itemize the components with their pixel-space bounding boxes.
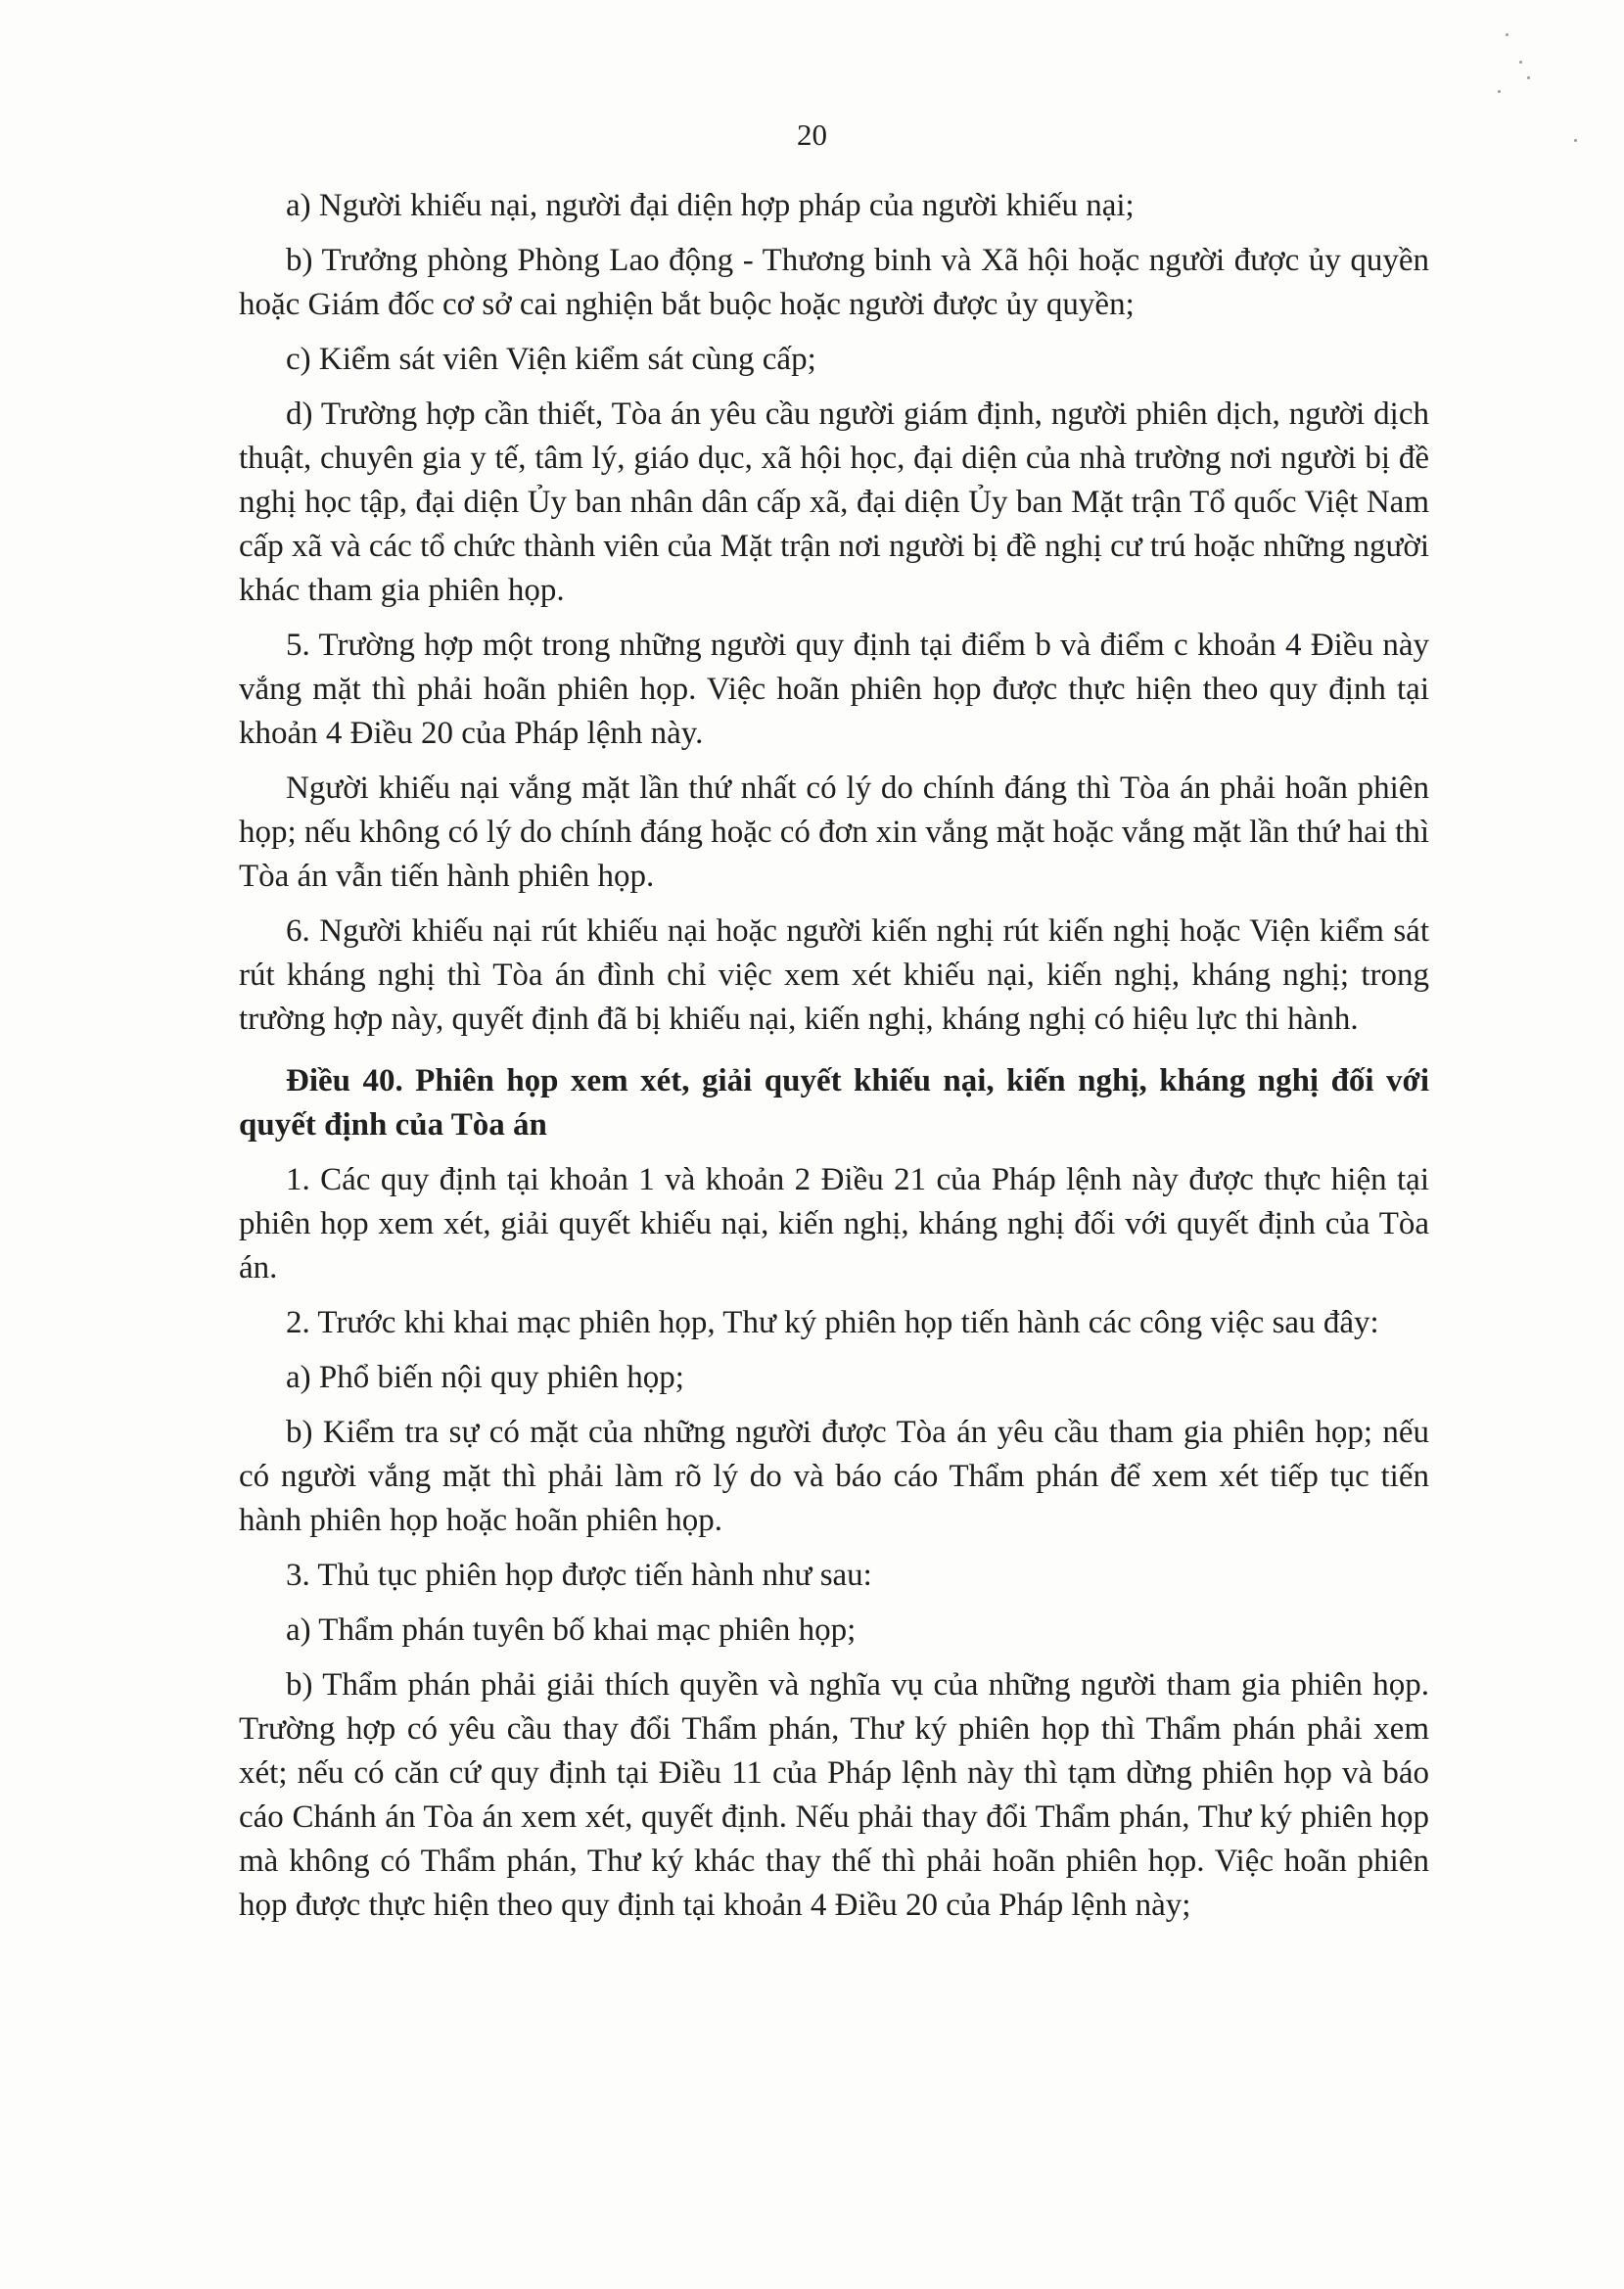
paragraph-clause-3-item-a: a) Thẩm phán tuyên bố khai mạc phiên họp; — [286, 1612, 857, 1648]
paragraph-item-d-other-participants: d) Trường hợp cần thiết, Tòa án yêu cầu người giám định, người phiên dịch, người dịch thuật, chuyên gia y tế, tâm lý, giáo dục, xã hội học, đại diện của nhà trường nơi người bị đề nghị học tập, đại diện Ủy ban nhân dân cấp xã, đại diện Ủy ban Mặt trận Tổ quốc Việt Nam cấp xã và các tổ chức thành viên của Mặt trận nơi người bị đề nghị cư trú hoặc những người khác tham gia phiên họp. — [239, 397, 1429, 608]
page-number: 20 — [797, 117, 827, 152]
paragraph-item-b-department-head: b) Trưởng phòng Phòng Lao động - Thương binh và Xã hội hoặc người được ủy quyền hoặc Giám đốc cơ sở cai nghiện bắt buộc hoặc người được ủy quyền; — [239, 243, 1429, 322]
paragraph-clause-5-absence: Người khiếu nại vắng mặt lần thứ nhất có lý do chính đáng thì Tòa án phải hoãn phiên họp; nếu không có lý do chính đáng hoặc có đơn xin vắng mặt hoặc vắng mặt lần thứ hai thì Tòa án vẫn tiến hành phiên họp. — [239, 771, 1429, 894]
paragraph-item-c-procurator: c) Kiểm sát viên Viện kiểm sát cùng cấp; — [286, 342, 816, 377]
paragraph-item-a-complainant: a) Người khiếu nại, người đại diện hợp pháp của người khiếu nại; — [286, 188, 1135, 223]
scan-speck — [1519, 61, 1522, 64]
paragraph-clause-3-item-b: b) Thẩm phán phải giải thích quyền và nghĩa vụ của những người tham gia phiên họp. Trường hợp có yêu cầu thay đổi Thẩm phán, Thư ký phiên họp thì Thẩm phán phải xem xét; nếu có căn cứ quy định tại Điều 11 của Pháp lệnh này thì tạm dừng phiên họp và báo cáo Chánh án Tòa án xem xét, quyết định. Nếu phải thay đổi Thẩm phán, Thư ký phiên họp mà không có Thẩm phán, Thư ký khác thay thế thì phải hoãn phiên họp. Việc hoãn phiên họp được thực hiện theo quy định tại khoản 4 Điều 20 của Pháp lệnh này; — [239, 1667, 1429, 1923]
scan-speck — [1498, 90, 1501, 93]
document-body — [239, 184, 1429, 1928]
paragraph-article-40-clause-3: 3. Thủ tục phiên họp được tiến hành như sau: — [286, 1558, 872, 1593]
paragraph-clause-5: 5. Trường hợp một trong những người quy định tại điểm b và điểm c khoản 4 Điều này vắng mặt thì phải hoãn phiên họp. Việc hoãn phiên họp được thực hiện theo quy định tại khoản 4 Điều 20 của Pháp lệnh này. — [239, 628, 1429, 751]
paragraph-clause-6: 6. Người khiếu nại rút khiếu nại hoặc người kiến nghị rút kiến nghị hoặc Viện kiểm sát rút kháng nghị thì Tòa án đình chỉ việc xem xét khiếu nại, kiến nghị, kháng nghị; trong trường hợp này, quyết định đã bị khiếu nại, kiến nghị, kháng nghị có hiệu lực thi hành. — [239, 913, 1429, 1037]
scan-speck — [1527, 76, 1530, 79]
paragraph-clause-2-item-a: a) Phổ biến nội quy phiên họp; — [286, 1360, 684, 1395]
paragraph-article-40-clause-2: 2. Trước khi khai mạc phiên họp, Thư ký phiên họp tiến hành các công việc sau đây: — [286, 1305, 1379, 1340]
scan-speck — [1506, 33, 1508, 36]
paragraph-article-40-clause-1: 1. Các quy định tại khoản 1 và khoản 2 Điều 21 của Pháp lệnh này được thực hiện tại phiên họp xem xét, giải quyết khiếu nại, kiến nghị, kháng nghị đối với quyết định của Tòa án. — [239, 1162, 1429, 1285]
paragraph-clause-2-item-b: b) Kiểm tra sự có mặt của những người được Tòa án yêu cầu tham gia phiên họp; nếu có người vắng mặt thì phải làm rõ lý do và báo cáo Thẩm phán để xem xét tiếp tục tiến hành phiên họp hoặc hoãn phiên họp. — [239, 1415, 1429, 1538]
article-40-heading: Điều 40. Phiên họp xem xét, giải quyết khiếu nại, kiến nghị, kháng nghị đối với quyết định của Tòa án — [239, 1063, 1429, 1143]
